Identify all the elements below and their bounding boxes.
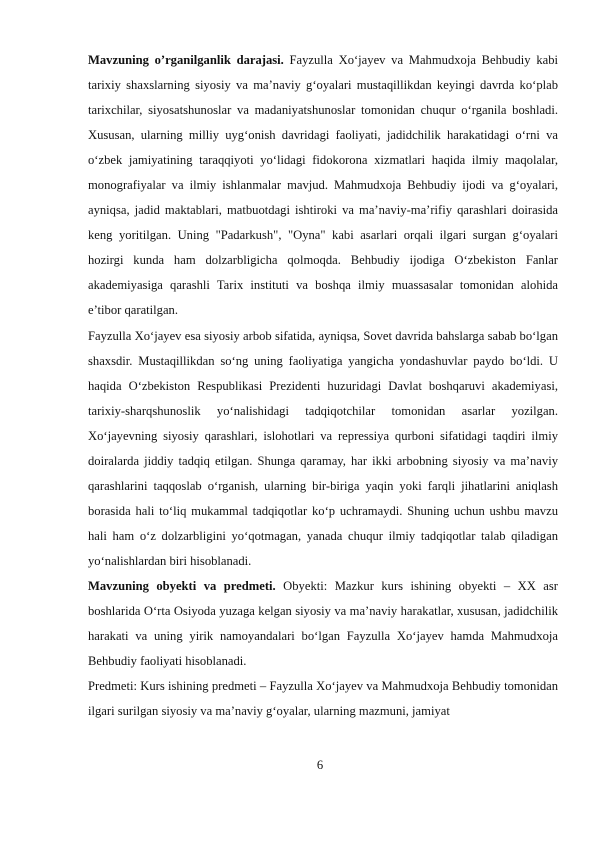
paragraph-text: Fayzulla Xo‘jayev esa siyosiy arbob sifatida, ayniqsa, Sovet davrida bahslarga sabab bo‘lgan shaxsdir. Mustaqillikdan so‘ng uning faoliyatiga yangicha yondashuvlar paydo bo‘ldi. U haqida O‘zbekiston Respublikasi Prezidenti huzuridagi Davlat boshqaruvi akademiyasi, tarixiy-sharqshunoslik yo‘nalishidagi tadqiqotchilar tomonidan asarlar yozilgan. Xo‘jayevning siyosiy qarashlari, islohotlari va repressiya qurboni sifatidagi taqdiri ilmiy doiralarda jiddiy tadqiq etilgan. Shunga qaramay, har ikki arbobning siyosiy va ma’naviy qarashlarini taqqoslab o‘rganish, ularning bir-biriga yaqin yoki farqli jihatlarini aniqlash borasida hali to‘liq mukammal tadqiqotlar ko‘p uchramaydi. Shuning uchun ushbu mavzu hali ham o‘z dolzarbligini yo‘qotmagan, yanada chuqur ilmiy tadqiqotlar talab qiladigan yo‘nalishlardan biri hisoblanadi.	[88, 328, 558, 568]
paragraph-text: Predmeti: Kurs ishining predmeti – Fayzulla Xo‘jayev va Mahmudxoja Behbudiy tomonidan ilgari surilgan siyosiy va ma’naviy g‘oyalar, ularning mazmuni, jamiyat	[88, 679, 558, 719]
heading-study-level: Mavzuning o’rganilganlik darajasi.	[88, 53, 284, 67]
heading-object-subject: Mavzuning obyekti va predmeti.	[88, 578, 276, 593]
paragraph-object-subject	[88, 574, 558, 674]
page-number: 6	[316, 758, 324, 772]
paragraph-text: Obyekti: Mazkur kurs ishining obyekti – XX asr boshlarida O‘rta Osiyoda yuzaga kelgan siyosiy va ma’naviy harakatlar, xususan, jadidchilik harakati va uning yirik namoyandalari bo‘lgan Fayzulla Xo‘jayev hamda Mahmudxoja Behbudiy faoliyati hisoblanadi.	[88, 578, 558, 669]
paragraph-xojayev	[88, 324, 558, 574]
paragraph-subject	[88, 674, 558, 724]
paragraph-study-level	[88, 48, 558, 324]
document-body	[88, 48, 558, 724]
paragraph-text: Fayzulla Xo‘jayev va Mahmudxoja Behbudiy kabi tarixiy shaxslarning siyosiy va ma’naviy g‘oyalari mustaqillikdan keyingi davrda ko‘plab tarixchilar, siyosatshunoslar va madaniyatshunoslar tomonidan chuqur o‘rganila boshladi. Xususan, ularning milliy uyg‘onish davridagi faoliyati, jadidchilik harakatidagi o‘rni va o‘zbek jamiyatining taraqqiyoti yo‘lidagi fidokorona xizmatlari haqida ilmiy maqolalar, monografiyalar va ilmiy ishlanmalar mavjud. Mahmudxoja Behbudiy ijodi va g‘oyalari, ayniqsa, jadid maktablari, matbuotdagi ishtiroki va ma’naviy-ma’rifiy qarashlari doirasida keng yoritilgan. Uning "Padarkush", "Oyna" kabi asarlari orqali ilgari surgan g‘oyalari hozirgi kunda ham dolzarbligicha qolmoqda. Behbudiy ijodiga O‘zbekiston Fanlar akademiyasiga qarashli Tarix instituti va boshqa ilmiy muassasalar tomonidan alohida e’tibor qaratilgan.	[88, 53, 558, 318]
